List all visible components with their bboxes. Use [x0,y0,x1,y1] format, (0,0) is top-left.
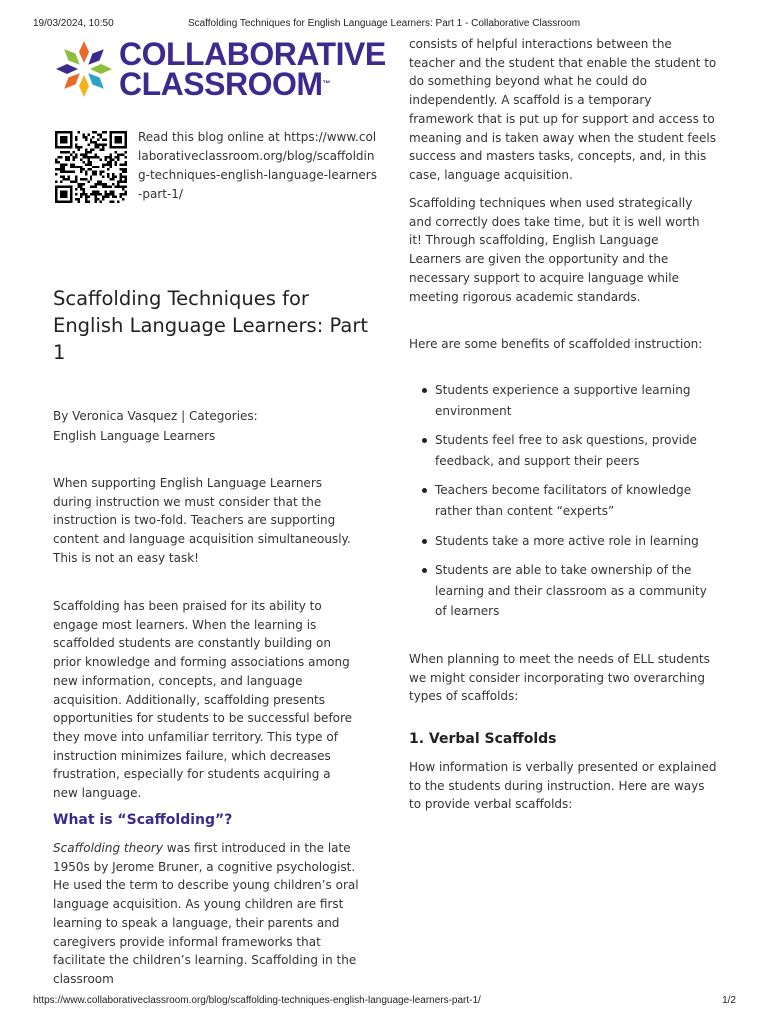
logo-line-1: COLLABORATIVE [119,36,386,72]
paragraph-intro: When supporting English Language Learners during instruction we must consider that the instruction is two-fold. Teachers are supporting content and language acquisition simultaneously. This is not an easy task! [53,476,351,565]
list-item: Students experience a supportive learning environment [409,380,719,421]
print-url: https://www.collaborativeclassroom.org/blog/scaffolding-techniques-english-language-learners-part-1/ [33,995,481,1006]
logo-star-icon [53,38,115,100]
bullet-icon [422,488,427,493]
blog-online-link[interactable]: Read this blog online at https://www.collaborativeclassroom.org/blog/scaffolding-techniques-english-language-learners-part-1/ [138,130,377,201]
paragraph-theory [53,839,363,989]
bullet-icon [422,568,427,573]
print-datetime: 19/03/2024, 10:50 [33,18,114,29]
list-item: Students take a more active role in learning [409,531,719,552]
logo-petal [85,70,108,93]
article-title: Scaffolding Techniques for English Language Learners: Part 1 [53,287,368,364]
heading-verbal-scaffolds: 1. Verbal Scaffolds [409,731,557,747]
paragraph-theory-text: was first introduced in the late 1950s by Jerome Bruner, a cognitive psychologist. He used the term to describe young children’s oral language acquisition. As young children are first learning to speak a language, their parents and caregivers provide informal frameworks that facilitate the children’s learning. Scaffolding in the classroom [53,841,359,986]
byline-author: By Veronica Vasquez | Categories: [53,409,258,423]
paragraph-scaffold-definition: consists of helpful interactions between the teacher and the student that enable the student to do something beyond what he could do independently. A scaffold is a temporary framework that is put up for support and access to meaning and is taken away when the student feels success and masters tasks, concepts, and, in this case, language acquisition. [409,37,717,182]
logo-petal [61,46,84,69]
logo-petal [61,70,84,93]
logo-petal [79,75,89,97]
logo-petal [90,64,112,74]
page-number: 1/2 [722,995,736,1006]
heading-what-is-scaffolding: What is “Scaffolding”? [53,812,233,828]
paragraph-benefits-intro: Here are some benefits of scaffolded instruction: [409,337,703,351]
trademark-symbol: ™ [322,79,331,88]
logo-petal [85,46,108,69]
logo-petal [56,64,78,74]
paragraph-verbal: How information is verbally presented or explained to the students during instruction. Here are ways to provide verbal scaffolds: [409,760,717,812]
paragraph-praise: Scaffolding has been praised for its ability to engage most learners. When the learning is scaffolded students are constantly building on prior knowledge and forming associations among new information, concepts, and language acquisition. Additionally, scaffolding presents opportunities for students to be successful before they move into unfamiliar territory. This type of instruction minimizes failure, which decreases frustration, especially for students acquiring a new language. [53,599,353,801]
paragraph-techniques: Scaffolding techniques when used strategically and correctly does take time, but it is well worth it! Through scaffolding, English Language Learners are given the opportunity and the necessary support to acquire language while meeting rigorous academic standards. [409,196,700,304]
logo-wordmark [119,36,386,102]
logo-line-2: CLASSROOM [119,66,323,102]
list-item: Students feel free to ask questions, provide feedback, and support their peers [409,430,719,471]
bullet-icon [422,438,427,443]
category-link[interactable]: English Language Learners [53,429,216,443]
print-footer [0,995,768,1009]
list-item: Teachers become facilitators of knowledge rather than content “experts” [409,480,719,521]
benefits-list [409,380,719,631]
collaborative-classroom-logo[interactable] [53,36,386,108]
print-page-title: Scaffolding Techniques for English Language Learners: Part 1 - Collaborative Classroom [187,18,581,29]
logo-petal [79,41,89,63]
print-header [0,18,768,32]
bullet-icon [422,539,427,544]
paragraph-planning: When planning to meet the needs of ELL students we might consider incorporating two overarching types of scaffolds: [409,652,710,704]
list-item: Students are able to take ownership of the learning and their classroom as a community of learners [409,560,719,622]
article-byline [53,406,353,446]
qr-code-icon [55,131,127,203]
scaffolding-theory-emphasis: Scaffolding theory [53,841,163,855]
bullet-icon [422,388,427,393]
